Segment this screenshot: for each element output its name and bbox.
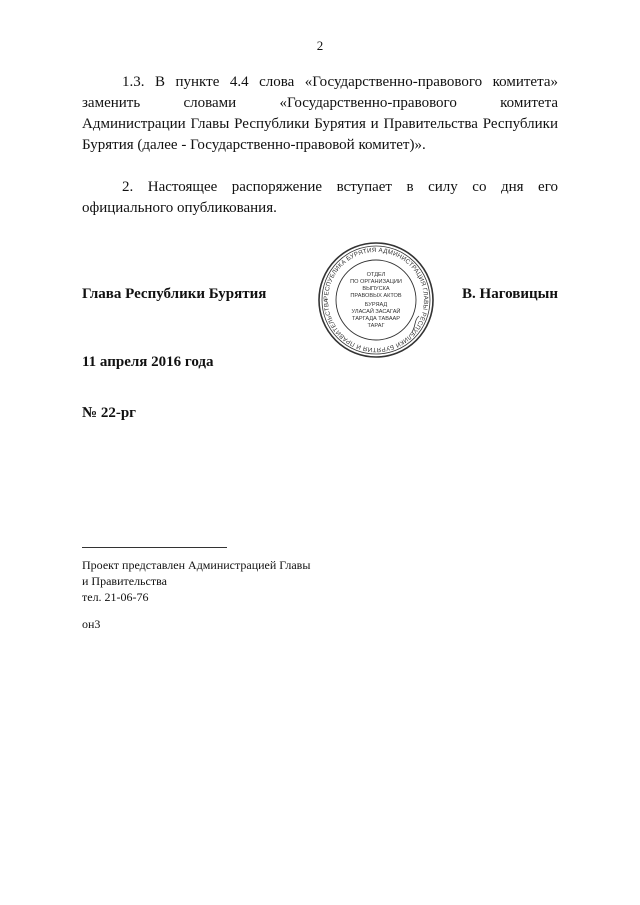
paragraph-1-line: заменить словами «Государственно-правового комитета [82,95,558,111]
page-number: 2 [316,38,324,53]
seal-center-line: ПРАВОВЫХ АКТОВ [350,293,402,299]
paragraph-2-line: официального опубликования. [82,200,277,216]
seal-center-line: ПО ОРГАНИЗАЦИИ [350,279,402,285]
seal-center-line: ВЫПУСКА [362,286,390,292]
document-number: № 22-рг [82,405,136,421]
document-code: он3 [82,617,101,631]
paragraph-1-line: Администрации Главы Республики Бурятия и Правительства Республики [82,116,558,132]
footnote-divider [82,547,227,548]
paragraph-1 [82,72,558,156]
footnote-line: Проект представлен Администрацией Главы [82,558,311,572]
seal-center-line: ТАРАГ [367,323,385,329]
seal-center-line: УЛАСАЙ ЗАСАГАЙ [351,309,401,315]
paragraph-1-line: 1.3. В пункте 4.4 слова «Государственно-правового комитета» [122,74,558,90]
seal-center-line: ТАРГАДА ТАВААР [351,316,401,322]
seal-center-line: БУРЯАД [364,302,388,308]
signatory-name: В. Наговицын [462,286,558,302]
seal-outer-text: РЕСПУБЛИКА БУРЯТИЯ АДМИНИСТРАЦИЯ ГЛАВЫ РЕСПУБЛИКИ БУРЯТИЯ И ПРАВИТЕЛЬСТВА [322,246,430,354]
paragraph-1-line: Бурятия (далее - Государственно-правовой комитет)». [82,137,426,153]
signatory-position: Глава Республики Бурятия [82,286,267,302]
paragraph-2-line: 2. Настоящее распоряжение вступает в силу со дня его [122,179,558,195]
seal-center-line: ОТДЕЛ [366,272,386,278]
footnote [82,557,310,605]
footnote-line: тел. 21-06-76 [82,590,149,604]
footnote-line: и Правительства [82,574,167,588]
official-seal [316,240,436,360]
paragraph-2 [82,177,558,219]
document-date: 11 апреля 2016 года [82,354,214,370]
